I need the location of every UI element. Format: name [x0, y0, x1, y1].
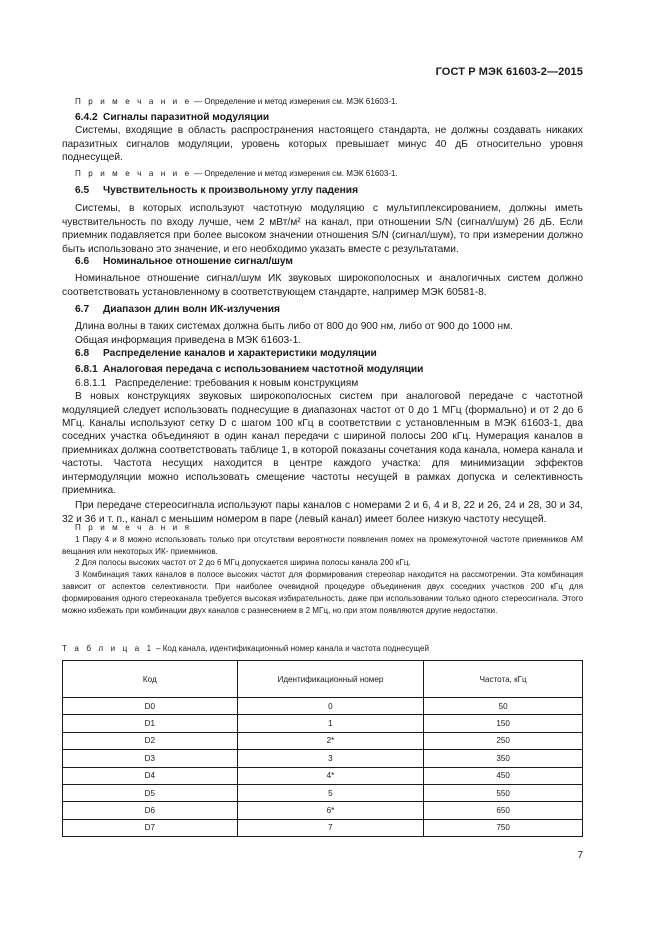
section-paragraph: При передаче стереосигнала используют пары каналов с номерами 2 и 6, 4 и 8, 22 и 26, 24 и 28, 30 и 34, 32 и 36 и т. п., канал с меньшим номером в паре (левый канал) имеет более низкую частоту несущей. [62, 500, 583, 525]
section-paragraph: Системы, входящие в область распространения настоящего стандарта, не должны создавать никаких паразитных сигналов модуляции, уровень которых превышает минус 40 дБ относительно уровня поднесущей. [62, 125, 583, 164]
table-row [63, 715, 583, 732]
note-item: 3 Комбинация таких каналов в полосе высоких частот для формирования стереопар находится на рассмотрении. Эта комбинация зависит от аспектов селективности. При наиболее очевидной процедуре объединения двух соседних участков 200 кГц для формирования одного стереоканала требуется высокая избирательность, даже при использовании только одного стереосигнала. Этого можно избежать при комбинации двух каналов с разнесением в 2 МГц, но при этом появляются другие недостатки. [62, 570, 583, 615]
section-heading: 6.7 Диапазон длин волн ИК-излучения [75, 304, 280, 315]
table-caption [62, 644, 583, 653]
table-cell: 2* [237, 732, 424, 749]
table-caption-text: – Код канала, идентификационный номер канала и частота поднесущей [153, 644, 430, 653]
table-cell: 5 [237, 784, 424, 801]
table-row [63, 732, 583, 749]
table-cell: D3 [63, 750, 238, 767]
section-6-6 [62, 255, 583, 299]
section-6-8 [62, 347, 583, 526]
table-cell: 450 [424, 767, 583, 784]
table-cell: 650 [424, 802, 583, 819]
section-6-7 [62, 303, 583, 347]
table-row [63, 698, 583, 715]
table-cell: 50 [424, 698, 583, 715]
table-cell: 3 [237, 750, 424, 767]
clause-heading: 6.8.1.1 Распределение: требования к новым конструкциям [75, 377, 359, 389]
section-heading: 6.6 Номинальное отношение сигнал/шум [75, 256, 293, 267]
section-paragraph: Номинальное отношение сигнал/шум ИК звуковых широкополосных и аналогичных систем должно соответствовать установленному в соответствующем стандарте, например МЭК 60581-8. [62, 273, 583, 298]
table-cell: D5 [63, 784, 238, 801]
section-6-5 [62, 184, 583, 256]
table-cell: 0 [237, 698, 424, 715]
table-cell: 7 [237, 819, 424, 836]
table-row [63, 750, 583, 767]
table-wrapper [62, 660, 583, 837]
page-number: 7 [577, 850, 583, 861]
table-row [63, 784, 583, 801]
note-6-4-2 [62, 168, 583, 180]
table-cell: 250 [424, 732, 583, 749]
table-cell: D6 [63, 802, 238, 819]
table-cell: 350 [424, 750, 583, 767]
table-cell: D4 [63, 767, 238, 784]
note-6-4-1 [62, 96, 583, 108]
table-cell: 4* [237, 767, 424, 784]
subsection-heading: 6.8.1 Аналоговая передача с использованием частотной модуляции [75, 364, 424, 376]
note-label: П р и м е ч а н и е [75, 97, 192, 106]
table-row [63, 802, 583, 819]
section-paragraph: В новых конструкциях звуковых широкополосных систем при аналоговой передаче с частотной модуляцией следует использовать поднесущие в диапазонах частот от 0 до 1 МГц (формально) и от 2 до 6 МГц. Каналы используют сетку D с шагом 100 кГц в соответствии с установленным в МЭК 61603-1, два соседних участка объединяют в один канал передачи с шириной полосы 200 кГц. Нумерация каналов в приемниках должна соответствовать таблице 1, в которой показаны сочетания кода канала, номера канала и частоты. Частота несущих находится в центре каждого участка: для минимизации эффектов интермодуляции можно использовать смещение частоты несущей в рамках допуска и селективность приемника. [62, 391, 583, 497]
section-heading: 6.4.2 Сигналы паразитной модуляции [75, 112, 270, 123]
table-cell: 750 [424, 819, 583, 836]
notes-label: П р и м е ч а н и я [75, 523, 192, 532]
table-header-cell: Идентификационный номер [237, 661, 424, 698]
section-paragraph: Длина волны в таких системах должна быть либо от 800 до 900 нм, либо от 900 до 1000 нм. [75, 321, 513, 333]
section-6-4-2 [62, 111, 583, 165]
note-item: 2 Для полосы высоких частот от 2 до 6 МГц допускается ширина полосы канала 200 кГц. [75, 558, 411, 568]
table-cell: D1 [63, 715, 238, 732]
section-paragraph: Системы, в которых используют частотную модуляцию с мультиплексированием, должны иметь чувствительность по входу лучше, чем 2 мВт/м² на канал, при отношении S/N (сигнал/шум) 26 дБ. Если приемник подавляется при более высоком значении отношения S/N (сигнал/шум), то при измерении должно быть использовано это значение, и его необходимо указать вместе с результатами. [62, 203, 583, 255]
table-cell: 1 [237, 715, 424, 732]
table-cell: 6* [237, 802, 424, 819]
section-paragraph: Общая информация приведена в МЭК 61603-1. [75, 334, 302, 346]
table-caption-label: Т а б л и ц а 1 [62, 644, 154, 653]
table-header-cell: Частота, кГц [424, 661, 583, 698]
note-text: — Определение и метод измерения см. МЭК 61603-1. [191, 169, 398, 178]
table-cell: 150 [424, 715, 583, 732]
table-cell: D0 [63, 698, 238, 715]
section-heading: 6.8 Распределение каналов и характеристики модуляции [75, 348, 377, 359]
note-text: — Определение и метод измерения см. МЭК 61603-1. [191, 97, 398, 106]
table-row [63, 819, 583, 836]
table-cell: D7 [63, 819, 238, 836]
table-cell: 550 [424, 784, 583, 801]
table-row [63, 767, 583, 784]
table-cell: D2 [63, 732, 238, 749]
data-table [62, 660, 583, 837]
note-item: 1 Пару 4 и 8 можно использовать только при отсутствии вероятности появления помех на промежуточной частоте приемников АМ вещания или некоторых ИК- приемников. [62, 534, 583, 556]
document-header: ГОСТ Р МЭК 61603-2—2015 [435, 66, 583, 78]
section-heading: 6.5 Чувствительность к произвольному углу падения [75, 185, 359, 196]
table-header-cell: Код [63, 661, 238, 698]
notes-block [62, 522, 583, 616]
note-label: П р и м е ч а н и е [75, 169, 192, 178]
